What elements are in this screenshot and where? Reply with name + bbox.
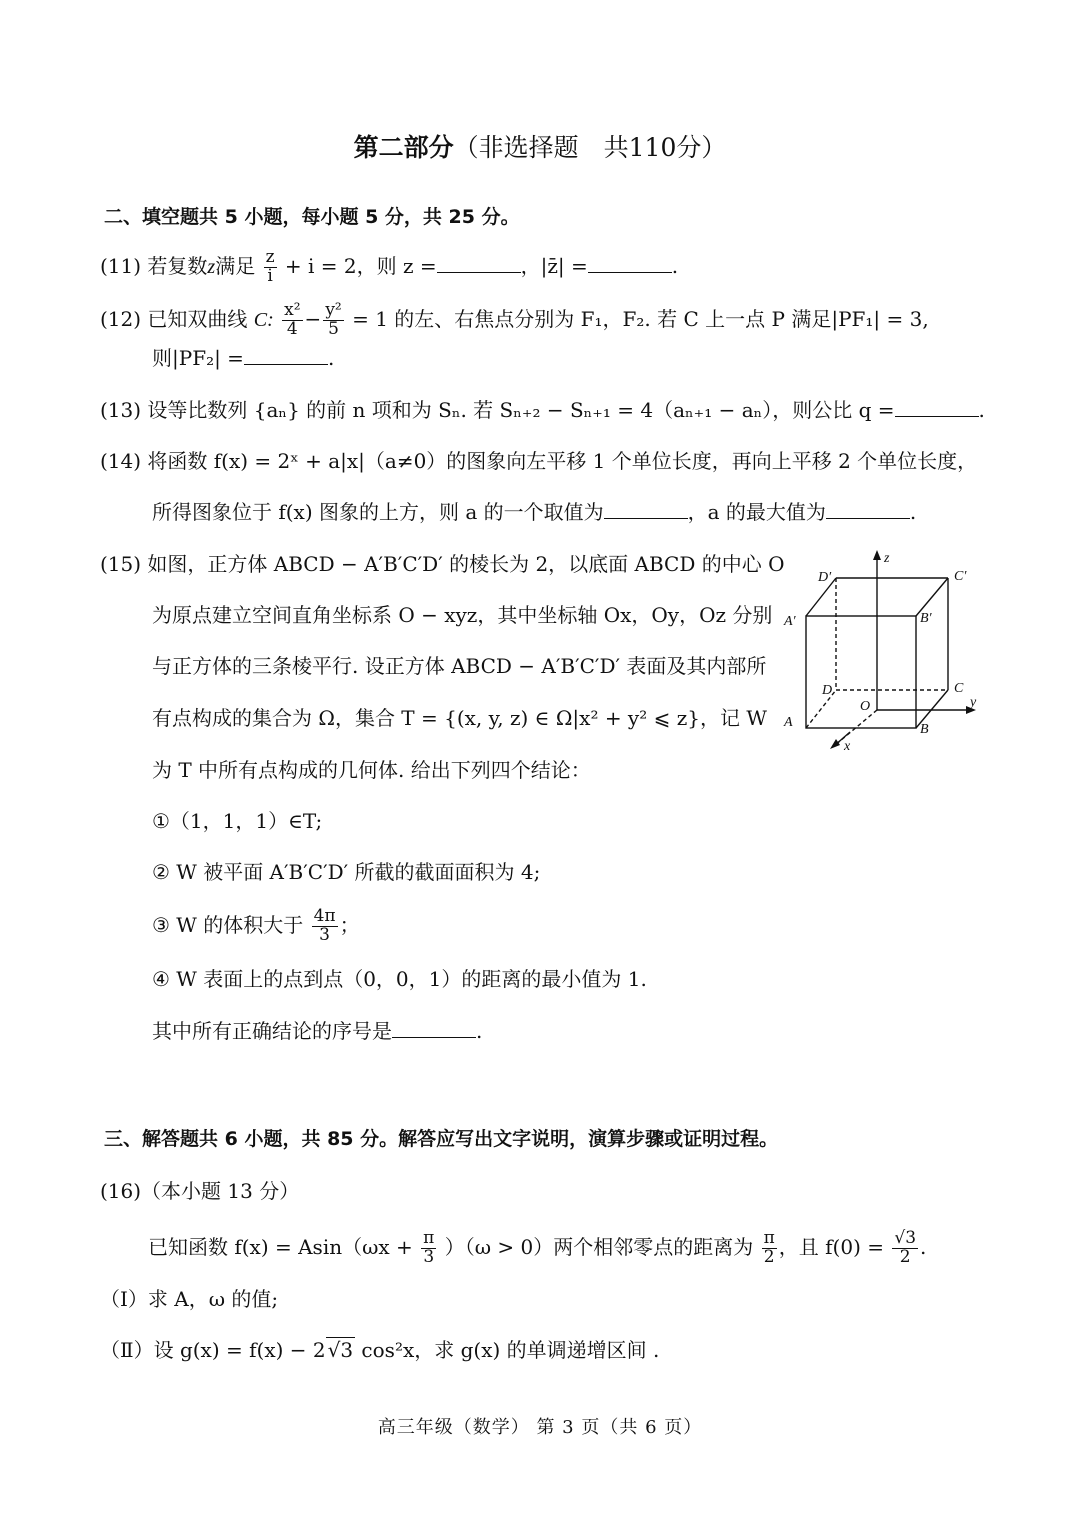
cube-figure [770, 540, 990, 765]
svg-text:C′: C′ [954, 569, 967, 584]
svg-text:A: A [784, 715, 793, 730]
page-footer: 高三年级（数学） 第 3 页（共 6 页） [377, 1417, 703, 1438]
x-axis-arrow [830, 739, 840, 749]
question-13: (13) 设等比数列 {aₙ} 的前 n 项和为 Sₙ. 若 Sₙ₊₂ − Sₙ₊₁ = 4（aₙ₊₁ − aₙ），则公比 q = . [100, 398, 985, 422]
question-16-stem: 已知函数 f(x) = Asin（ωx + $\frac{\pi}{3}$ ）（ω > 0）两个相邻零点的距离为 $\frac{\pi}{2}$ ，且 f(0) = $\frac{√3}{2}$ . [148, 1228, 927, 1267]
svg-text:B: B [920, 722, 929, 737]
question-12-line2: 则|PF₂| = . [152, 346, 335, 370]
answer-blank [244, 346, 328, 365]
question-15-last: 其中所有正确结论的序号是 . [152, 1019, 483, 1043]
question-14-line2: 所得图象位于 f(x) 图象的上方，则 a 的一个取值为 ，a 的最大值为 . [152, 500, 917, 524]
answer-blank [895, 398, 979, 417]
question-15-line5: 为 T 中所有点构成的几何体. 给出下列四个结论： [152, 758, 591, 782]
svg-text:z: z [884, 551, 890, 566]
question-12: (12) 已知双曲线 C: $\frac{\text{x²}}{4}$ − $\frac{\text{y²}}{5}$ = 1 的左、右焦点分别为 F₁，F₂. 若 C 上一点 P 满足|PF₁| = 3, [100, 300, 929, 339]
z-axis-arrow [873, 550, 881, 560]
question-11: (11) 若复数z满足 $\frac{z}{i}$ + i = 2，则 z = ，|z̄| = . [100, 247, 679, 286]
question-16-header: (16)（本小题 13 分） [100, 1179, 300, 1203]
svg-text:D′: D′ [818, 570, 832, 585]
answer-blank [392, 1019, 476, 1038]
section-three-heading: 三、解答题共 6 小题，共 85 分。解答应写出文字说明，演算步骤或证明过程。 [104, 1128, 779, 1150]
answer-blank [826, 500, 910, 519]
svg-text:x: x [844, 739, 851, 754]
conclusion-3: ③ W 的体积大于 $\frac{4\pi}{3}$ ； [152, 906, 360, 945]
answer-blank [588, 254, 672, 273]
question-16-part2: （Ⅱ）设 g(x) = f(x) − 2 √3 cos²x，求 g(x) 的单调递增区间 . [100, 1338, 660, 1362]
svg-text:B′: B′ [920, 611, 932, 626]
conclusion-1: ①（1，1，1）∈T; [152, 809, 323, 833]
svg-text:y: y [970, 695, 977, 710]
answer-blank [604, 500, 688, 519]
conclusion-4: ④ W 表面上的点到点（0，0，1）的距离的最小值为 1. [152, 967, 647, 991]
question-15-line3: 与正方体的三条棱平行. 设正方体 ABCD − A′B′C′D′ 表面及其内部所 [152, 654, 767, 678]
svg-text:C: C [954, 681, 964, 696]
svg-text:O: O [860, 699, 871, 714]
answer-blank [437, 254, 521, 273]
question-14: (14) 将函数 f(x) = 2ˣ + a|x|（a≠0）的图象向左平移 1 个单位长度，再向上平移 2 个单位长度， [100, 449, 978, 473]
section-two-heading: 二、填空题共 5 小题，每小题 5 分，共 25 分。 [104, 206, 520, 228]
svg-text:D: D [822, 683, 833, 698]
fraction-z-over-i: $\frac{z}{i}$ [265, 247, 275, 286]
question-15-line4: 有点构成的集合为 Ω，集合 T = {(x, y, z) ∈ Ω|x² + y² ⩽ z}，记 W [152, 706, 767, 730]
question-15-line2: 为原点建立空间直角坐标系 O − xyz，其中坐标轴 Ox，Oy，Oz 分别 [152, 603, 773, 627]
question-15: (15) 如图，正方体 ABCD − A′B′C′D′ 的棱长为 2，以底面 ABCD 的中心 O [100, 552, 785, 576]
svg-text:A′: A′ [784, 614, 796, 629]
conclusion-2: ② W 被平面 A′B′C′D′ 所截的截面面积为 4; [152, 860, 541, 884]
question-16-part1: （Ⅰ）求 A，ω 的值; [100, 1287, 279, 1311]
page-title: 第二部分（非选择题 共110分） [353, 133, 727, 162]
